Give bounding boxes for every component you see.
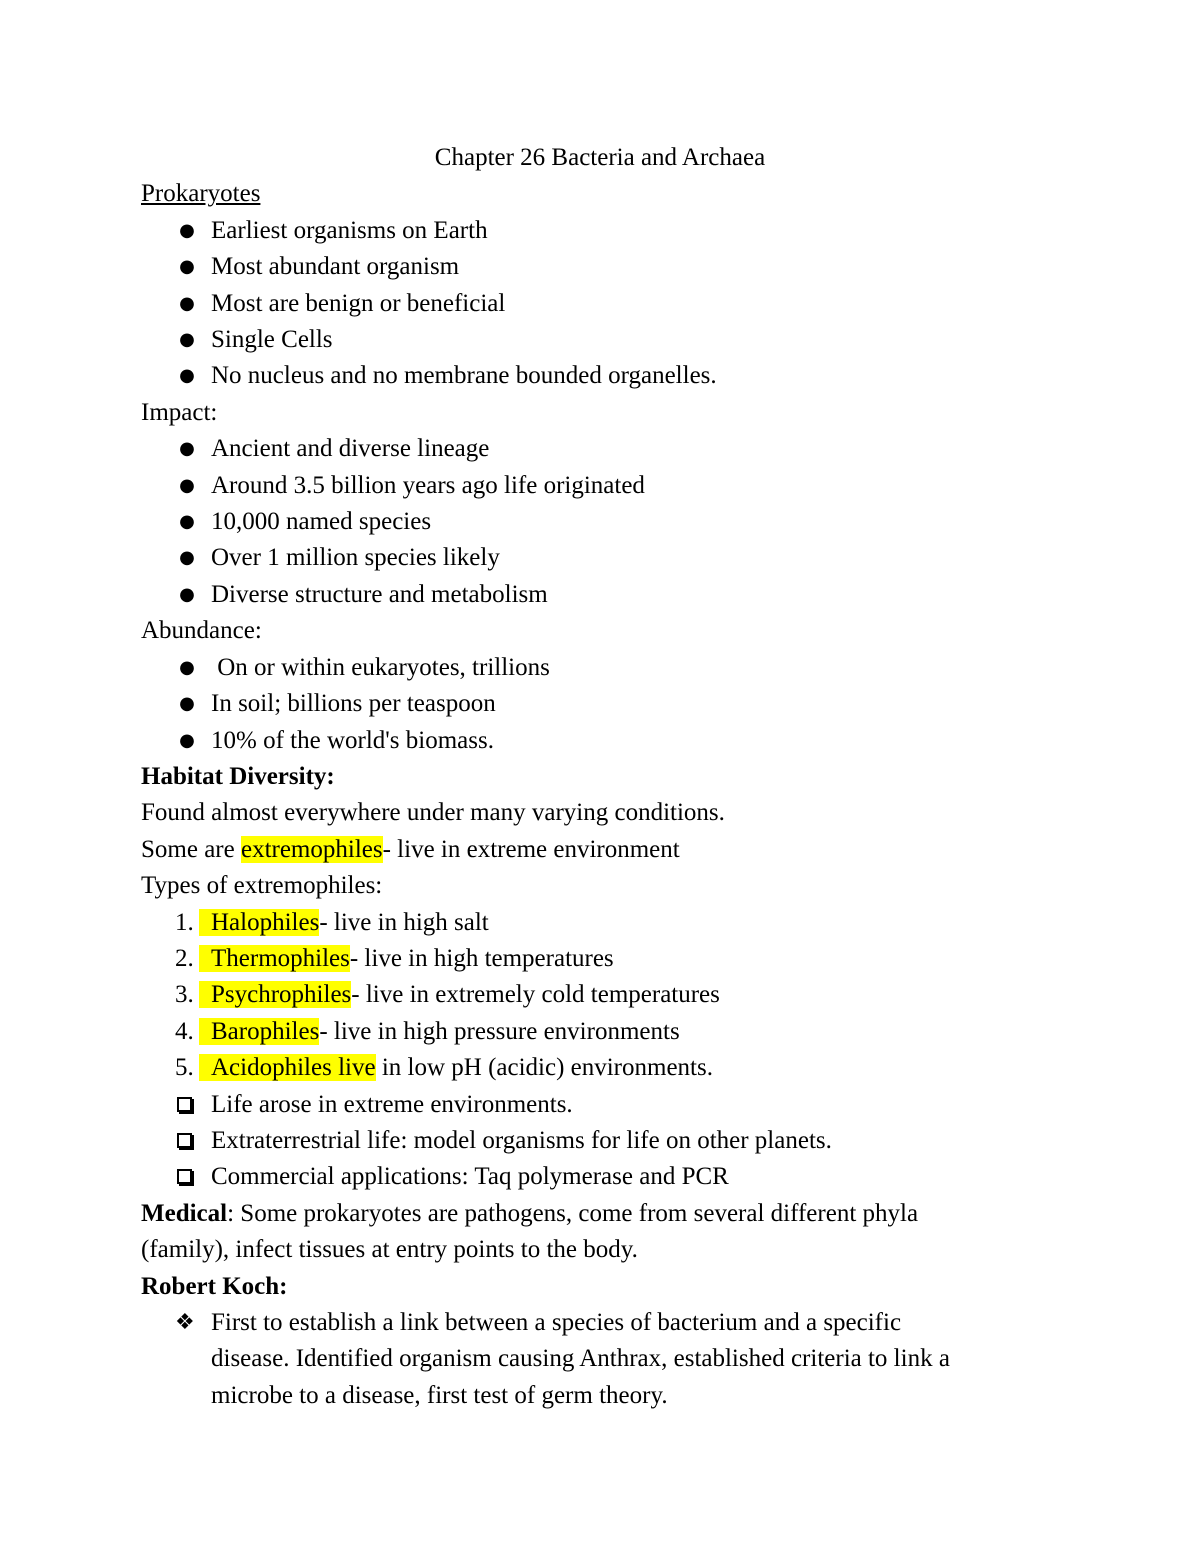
checkbox-icon [177,1097,192,1112]
bullet-icon: ● [179,656,195,678]
medical-label: Medical [141,1199,228,1227]
prokaryotes-list [141,213,1041,395]
list-item: ● Ancient and diverse lineage [141,431,1041,467]
highlighted-term: extremophiles [240,835,383,863]
list-item: ● Single Cells [141,322,1041,358]
medical-line-2: (family), infect tissues at entry points to the body. [141,1236,638,1264]
bullet-icon: ● [179,693,195,715]
list-item: ● Diverse structure and metabolism [141,577,1041,613]
bullet-icon: ● [179,511,195,533]
habitat-line-2: Some are extremophiles- live in extreme environment [141,835,680,863]
bullet-icon: ● [179,292,195,314]
document-page [141,140,1041,1414]
list-item: ● Over 1 million species likely [141,540,1041,576]
checkbox-icon [177,1133,192,1148]
highlighted-term: Thermophiles [199,945,350,972]
list-item: 3. Psychrophiles- live in extremely cold temperatures [175,981,720,1009]
list-item: 5. Acidophiles live in low pH (acidic) environments. [175,1054,713,1082]
list-item: ❖ First to establish a link between a species of bacterium and a specific disease. Identified organism causing Anthrax, established criteria to link a microbe to a disease, first test of germ theory. [141,1305,1041,1414]
types-heading: Types of extremophiles: [141,872,383,900]
highlighted-term: Psychrophiles [199,981,351,1008]
list-item: 4. Barophiles- live in high pressure environments [175,1017,680,1045]
bullet-icon: ● [179,547,195,569]
bullet-icon: ● [179,365,195,387]
abundance-heading: Abundance: [141,617,262,645]
koch-list [141,1305,1041,1414]
impact-heading: Impact: [141,398,218,426]
list-item: ● In soil; billions per teaspoon [141,686,1041,722]
highlighted-term: Acidophiles live [199,1054,376,1081]
list-item: ● 10,000 named species [141,504,1041,540]
list-item: ● Most are benign or beneficial [141,286,1041,322]
prokaryotes-heading: Prokaryotes [141,180,261,208]
list-item: ● Most abundant organism [141,249,1041,285]
checkbox-icon [177,1169,192,1184]
bullet-icon: ● [179,256,195,278]
bullet-icon: ● [179,438,195,460]
bullet-icon: ● [179,329,195,351]
checklist [141,1087,1041,1196]
list-item: ● 10% of the world's biomass. [141,723,1041,759]
extremophile-types-list [141,905,1041,1087]
list-item: ● Earliest organisms on Earth [141,213,1041,249]
bullet-icon: ● [179,583,195,605]
bullet-icon: ● [179,219,195,241]
koch-heading: Robert Koch: [141,1272,288,1300]
checklist-item: Commercial applications: Taq polymerase and PCR [141,1159,1041,1195]
page-title: Chapter 26 Bacteria and Archaea [434,144,766,171]
diamond-bullet-icon: ❖ [175,1310,195,1335]
checklist-item: Extraterrestrial life: model organisms for life on other planets. [141,1123,1041,1159]
checklist-item: Life arose in extreme environments. [141,1087,1041,1123]
habitat-heading: Habitat Diversity: [141,762,335,790]
list-item: 2. Thermophiles- live in high temperatures [175,944,614,972]
impact-list [141,431,1041,613]
highlighted-term: Barophiles [199,1018,319,1045]
habitat-line-1: Found almost everywhere under many varying conditions. [141,799,725,827]
list-item: ● Around 3.5 billion years ago life originated [141,468,1041,504]
list-item: ● No nucleus and no membrane bounded organelles. [141,358,1041,394]
list-item: 1. Halophiles- live in high salt [175,908,489,936]
bullet-icon: ● [179,474,195,496]
medical-line-1: Medical: Some prokaryotes are pathogens, come from several different phyla [141,1199,919,1227]
highlighted-term: Halophiles [199,909,319,936]
list-item: ● On or within eukaryotes, trillions [141,650,1041,686]
bullet-icon: ● [179,729,195,751]
abundance-list [141,650,1041,759]
